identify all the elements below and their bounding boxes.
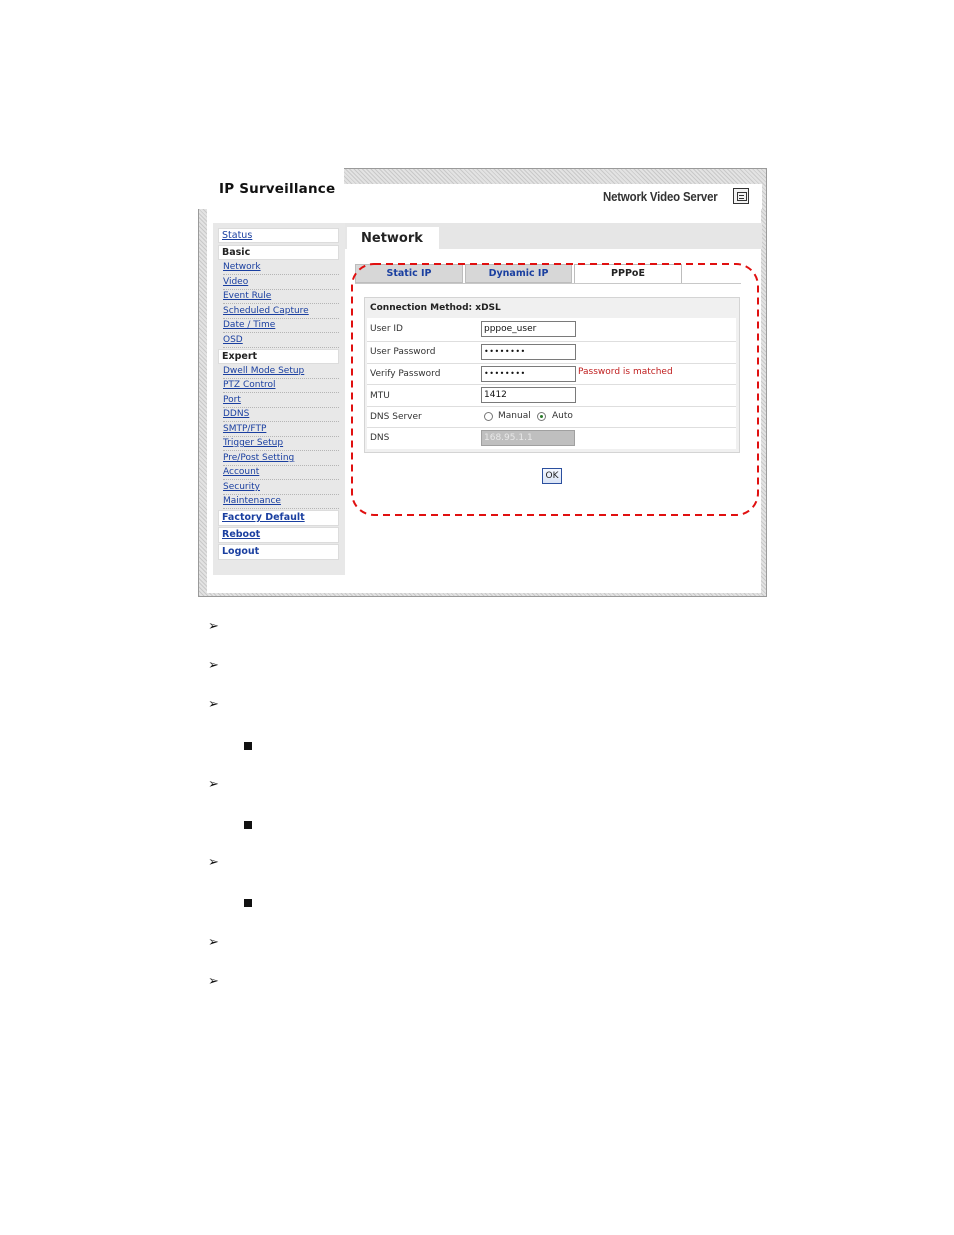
sidebar-item-network[interactable]: Network [223, 262, 339, 275]
logout-button[interactable]: Logout [218, 544, 339, 560]
bullet-arrow: ➢ [208, 777, 219, 792]
password-match-message: Password is matched [578, 367, 673, 377]
sidebar-item-maintenance[interactable]: Maintenance [223, 496, 339, 509]
dns-server-label: DNS Server [370, 412, 422, 422]
sidebar-heading-basic: Basic [218, 245, 339, 260]
product-name: Network Video Server [603, 189, 718, 204]
bullet-arrow: ➢ [208, 619, 219, 634]
reboot-button[interactable]: Reboot [218, 527, 339, 543]
user-id-label: User ID [370, 324, 403, 334]
user-password-input[interactable]: •••••••• [481, 344, 576, 360]
mtu-label: MTU [370, 391, 390, 401]
sidebar-item-ptz-control[interactable]: PTZ Control [223, 380, 339, 393]
bullet-arrow: ➢ [208, 935, 219, 950]
sidebar-item-pre-post-setting[interactable]: Pre/Post Setting [223, 453, 339, 466]
bullet-arrow: ➢ [208, 855, 219, 870]
dns-input: 168.95.1.1 [481, 430, 575, 446]
factory-default-button[interactable]: Factory Default [218, 510, 339, 526]
dns-manual-label: Manual [498, 411, 531, 421]
tab-pppoe[interactable]: PPPoE [574, 264, 682, 283]
sidebar-item-ddns[interactable]: DDNS [223, 409, 339, 422]
sidebar-item-video[interactable]: Video [223, 277, 339, 290]
dns-auto-label: Auto [552, 411, 573, 421]
sidebar-item-scheduled-capture[interactable]: Scheduled Capture [223, 306, 339, 319]
user-id-input[interactable]: pppoe_user [481, 321, 576, 337]
sidebar-item-event-rule[interactable]: Event Rule [223, 291, 339, 304]
dns-label: DNS [370, 433, 390, 443]
bullet-square [244, 742, 252, 750]
sidebar-item-osd[interactable]: OSD [223, 335, 339, 348]
tab-static-ip[interactable]: Static IP [355, 264, 463, 283]
page-title: Network [361, 231, 423, 246]
user-password-label: User Password [370, 347, 436, 357]
bullet-square [244, 899, 252, 907]
bullet-arrow: ➢ [208, 697, 219, 712]
bullet-arrow: ➢ [208, 974, 219, 989]
sidebar-item-date-time[interactable]: Date / Time [223, 320, 339, 333]
connection-method: Connection Method: xDSL [370, 303, 501, 313]
sidebar-item-smtp-ftp[interactable]: SMTP/FTP [223, 424, 339, 437]
bullet-arrow: ➢ [208, 658, 219, 673]
sidebar-item-dwell-mode-setup[interactable]: Dwell Mode Setup [223, 366, 339, 379]
tab-dynamic-ip[interactable]: Dynamic IP [465, 264, 572, 283]
verify-password-input[interactable]: •••••••• [481, 366, 576, 382]
brand-title: IP Surveillance [219, 181, 336, 197]
sidebar-item-security[interactable]: Security [223, 482, 339, 495]
ok-button[interactable]: OK [542, 468, 562, 484]
bullet-square [244, 821, 252, 829]
mtu-input[interactable]: 1412 [481, 387, 576, 403]
verify-password-label: Verify Password [370, 369, 441, 379]
sidebar-item-port[interactable]: Port [223, 395, 339, 408]
sidebar-item-trigger-setup[interactable]: Trigger Setup [223, 438, 339, 451]
sidebar-item-account[interactable]: Account [223, 467, 339, 480]
sidebar-heading-expert: Expert [218, 349, 339, 364]
sidebar-item-status[interactable]: Status [218, 228, 339, 243]
